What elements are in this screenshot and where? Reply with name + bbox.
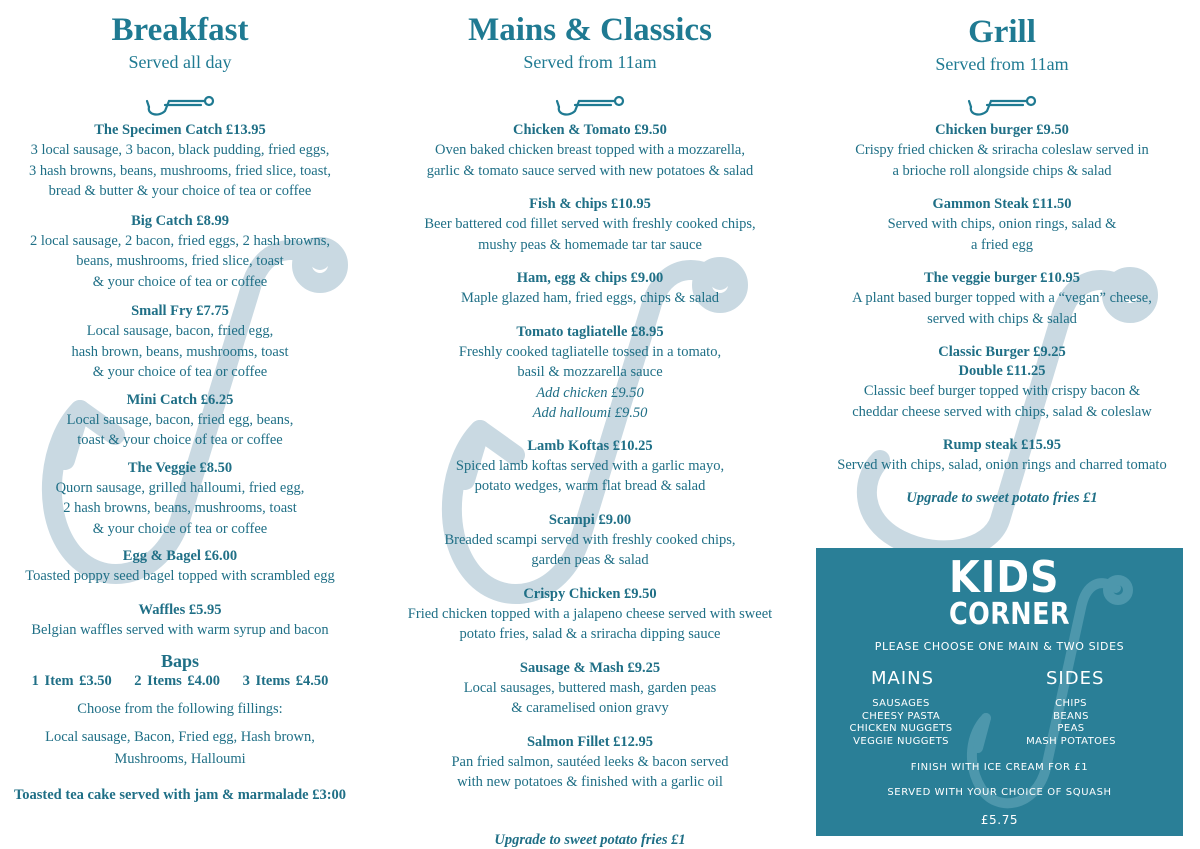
menu-item-description: & your choice of tea or coffee (92, 520, 268, 537)
menu-item-name: Egg & Bagel £6.00 (122, 548, 238, 564)
menu-item (395, 733, 785, 793)
mains-column (395, 0, 785, 848)
menu-item (0, 302, 360, 383)
menu-item-description: served with chips & salad (927, 310, 1077, 327)
kids-title: KIDS (949, 552, 1060, 603)
kids-subtitle: PLEASE CHOOSE ONE MAIN & TWO SIDES (874, 640, 1125, 653)
kids-sides-list (1016, 698, 1126, 748)
kids-side-item: BEANS (1053, 710, 1089, 722)
baps-choose: Choose from the following fillings: (77, 701, 283, 717)
menu-item-description: Served with chips, onion rings, salad & (887, 216, 1117, 232)
grill-title: Grill (968, 14, 1036, 50)
menu-item-description: Freshly cooked tagliatelle tossed in a tomato, (458, 343, 722, 360)
menu-item (0, 121, 360, 202)
menu-item-description: Local sausages, buttered mash, garden peas (463, 679, 717, 696)
menu-item-name: Fish & chips £10.95 (529, 196, 651, 212)
kids-squash-note: SERVED WITH YOUR CHOICE OF SQUASH (887, 787, 1112, 798)
menu-item-description: 2 local sausage, 2 bacon, fried eggs, 2 hash browns, (30, 232, 330, 249)
menu-item (812, 343, 1192, 422)
menu-item-description: a brioche roll alongside chips & salad (892, 162, 1112, 179)
hook-divider-icon (967, 89, 1037, 119)
menu-item-description: & your choice of tea or coffee (92, 273, 268, 290)
menu-item-name: Chicken burger £9.50 (935, 122, 1069, 138)
menu-item (395, 323, 785, 423)
breakfast-title: Breakfast (111, 12, 249, 48)
menu-item (395, 585, 785, 645)
baps-price: 3 Items £4.50 (242, 673, 329, 689)
menu-item-name: Gammon Steak £11.50 (932, 196, 1072, 212)
menu-item-description: Beer battered cod fillet served with freshly cooked chips, (424, 216, 756, 232)
hook-divider-icon (145, 89, 215, 119)
menu-item-description: toast & your choice of tea or coffee (77, 432, 283, 448)
menu-item-name: Mini Catch £6.25 (126, 391, 234, 408)
menu-item-name: Salmon Fillet £12.95 (526, 733, 654, 750)
baps-filling-line: Mushrooms, Halloumi (114, 750, 246, 767)
hook-divider-icon (555, 89, 625, 119)
baps-price: 1 Item £3.50 (31, 673, 112, 689)
menu-item (812, 436, 1192, 476)
menu-item-description: Local sausage, bacon, fried egg, beans, (66, 411, 294, 428)
menu-item-description: Maple glazed ham, fried eggs, chips & salad (460, 290, 720, 306)
menu-item-description: cheddar cheese served with chips, salad & coleslaw (852, 403, 1152, 420)
menu-item-name: Rump steak £15.95 (942, 437, 1062, 453)
menu-item-description: & your choice of tea or coffee (92, 364, 268, 380)
menu-item (395, 269, 785, 309)
menu-item-name: Scampi £9.00 (548, 511, 632, 528)
menu-item-description: mushy peas & homemade tar tar sauce (478, 236, 702, 253)
menu-item-description: 3 hash browns, beans, mushrooms, fried slice, toast, (28, 162, 332, 179)
menu-item (395, 437, 785, 497)
menu-item (395, 511, 785, 571)
menu-item (812, 121, 1192, 181)
menu-item-description: Served with chips, salad, onion rings and charred tomato (837, 457, 1167, 473)
menu-item-description: Local sausage, bacon, fried egg, (86, 323, 274, 339)
kids-corner-panel (816, 548, 1183, 836)
baps-fillings (0, 726, 360, 770)
menu-item-description: 3 local sausage, 3 bacon, black pudding, fried eggs, (30, 142, 330, 158)
kids-main-item: CHICKEN NUGGETS (849, 723, 953, 734)
menu-item-description: with new potatoes & finished with a garlic oil (457, 774, 723, 790)
menu-item-description: potato fries, salad & a sriracha dipping sauce (459, 626, 721, 642)
menu-item-name: Tomato tagliatelle £8.95 (516, 323, 664, 340)
breakfast-column (0, 0, 360, 839)
kids-mains-list (846, 698, 956, 748)
menu-item-description: a fried egg (971, 236, 1033, 253)
breakfast-subtitle: Served all day (128, 52, 232, 72)
mains-subtitle: Served from 11am (523, 52, 657, 72)
menu-item-description: Belgian waffles served with warm syrup and bacon (31, 621, 329, 638)
menu-item-name: The veggie burger £10.95 (924, 270, 1080, 286)
baps-filling-line: Local sausage, Bacon, Fried egg, Hash brown, (45, 728, 315, 745)
teacake-item: Toasted tea cake served with jam & marmalade £3:00 (13, 786, 347, 803)
kids-side-item: PEAS (1057, 723, 1085, 734)
menu-item-name: Big Catch £8.99 (131, 212, 229, 229)
menu-item (0, 459, 360, 540)
baps-price: 2 Items £4.00 (134, 673, 221, 689)
menu-item-name: The Specimen Catch £13.95 (94, 122, 266, 138)
menu-item (395, 121, 785, 181)
menu-item-description: Fried chicken topped with a jalapeno cheese served with sweet (407, 605, 773, 622)
menu-item-name: The Veggie £8.50 (127, 459, 233, 476)
menu-item-name: Ham, egg & chips £9.00 (516, 270, 664, 286)
menu-item (395, 195, 785, 255)
menu-item-description: Classic beef burger topped with crispy bacon & (863, 383, 1141, 399)
menu-item-description: & caramelised onion gravy (511, 700, 669, 716)
menu-item-description: potato wedges, warm flat bread & salad (474, 478, 706, 494)
menu-item (0, 601, 360, 641)
menu-item-description: Breaded scampi served with freshly cooked chips, (444, 531, 736, 548)
kids-side-item: CHIPS (1055, 698, 1087, 709)
kids-main-item: SAUSAGES (872, 698, 930, 709)
kids-title-corner: CORNER (949, 597, 1070, 632)
menu-item-description: garlic & tomato sauce served with new potatoes & salad (426, 162, 754, 179)
kids-main-item: VEGGIE NUGGETS (853, 735, 949, 747)
menu-item (0, 391, 360, 451)
menu-item (0, 547, 360, 587)
menu-item (0, 212, 360, 293)
grill-upgrade-note: Upgrade to sweet potato fries £1 (906, 489, 1098, 506)
grill-subtitle: Served from 11am (935, 54, 1069, 74)
menu-item-name: Lamb Koftas £10.25 (527, 437, 653, 454)
kids-price: £5.75 (980, 813, 1019, 827)
kids-side-item: MASH POTATOES (1026, 735, 1116, 747)
baps-title: Baps (160, 651, 200, 671)
baps-prices (0, 672, 360, 691)
kids-main-item: CHEESY PASTA (861, 710, 941, 722)
menu-item-description: garden peas & salad (531, 552, 649, 568)
menu-item (395, 659, 785, 719)
kids-sides-heading: SIDES (1046, 668, 1105, 689)
menu-item-name-double: Double £11.25 (958, 363, 1046, 379)
mains-upgrade-note: Upgrade to sweet potato fries £1 (494, 832, 686, 848)
menu-item-description: hash brown, beans, mushrooms, toast (71, 343, 289, 360)
menu-item-description: bread & butter & your choice of tea or coffee (48, 183, 312, 199)
menu-item-name: Waffles £5.95 (138, 601, 222, 618)
menu-item-name: Sausage & Mash £9.25 (519, 659, 661, 676)
menu-item-name: Crispy Chicken £9.50 (523, 585, 657, 602)
menu-item-description: Oven baked chicken breast topped with a mozzarella, (434, 142, 745, 158)
kids-finish-note: FINISH WITH ICE CREAM FOR £1 (910, 762, 1089, 773)
menu-item-description: beans, mushrooms, fried slice, toast (76, 253, 284, 269)
menu-item-description: Quorn sausage, grilled halloumi, fried egg, (55, 479, 305, 496)
menu-item-extra: Add chicken £9.50 (536, 384, 644, 401)
menu-item-extra: Add halloumi £9.50 (532, 404, 648, 421)
mains-title: Mains & Classics (468, 12, 712, 48)
menu-item-description: Spiced lamb koftas served with a garlic mayo, (455, 457, 725, 474)
kids-mains-heading: MAINS (871, 668, 935, 689)
menu-item-description: Crispy fried chicken & sriracha coleslaw served in (855, 142, 1149, 158)
menu-item (812, 269, 1192, 329)
menu-item-description: Toasted poppy seed bagel topped with scrambled egg (25, 568, 335, 584)
menu-item-description: A plant based burger topped with a “vegan” cheese, (852, 290, 1152, 306)
menu-item-name: Classic Burger £9.25 (938, 344, 1066, 360)
menu-item (812, 195, 1192, 255)
menu-item-description: Pan fried salmon, sautéed leeks & bacon served (451, 753, 729, 770)
menu-item-description: 2 hash browns, beans, mushrooms, toast (63, 500, 297, 516)
menu-item-name: Chicken & Tomato £9.50 (513, 122, 667, 138)
menu-item-description: basil & mozzarella sauce (517, 364, 663, 380)
menu-item-name: Small Fry £7.75 (131, 303, 229, 319)
